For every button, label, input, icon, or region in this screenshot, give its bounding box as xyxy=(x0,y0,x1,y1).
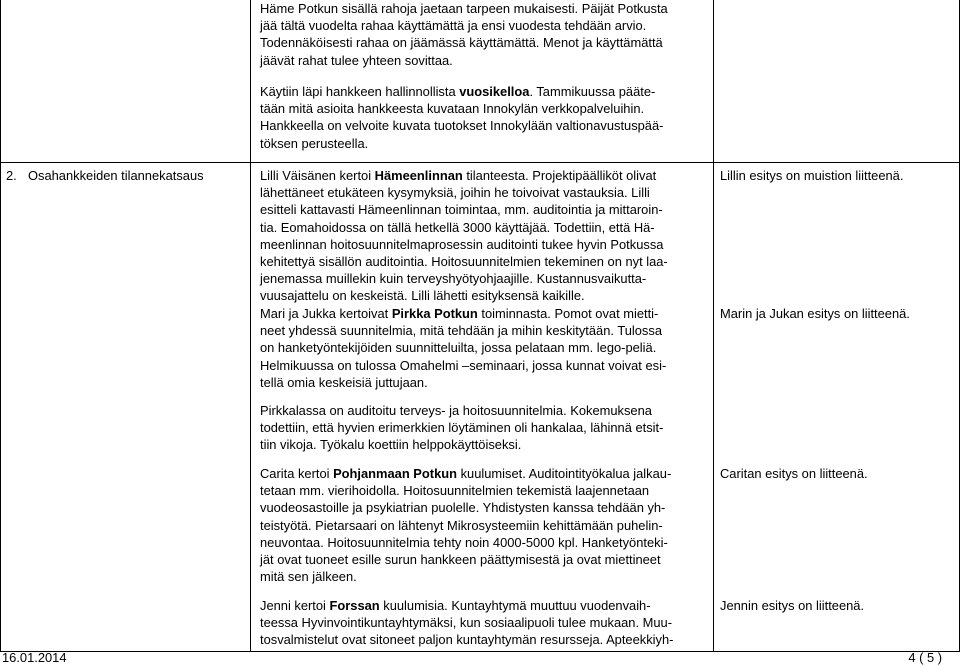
table-column-divider-1 xyxy=(250,0,251,652)
table-row-divider xyxy=(0,162,960,163)
paragraph-mari-jukka: Mari ja Jukka kertoivat Pirkka Potkun toiminnasta. Pomot ovat mietti- neet yhdessä suunnitelmia, mitä tehdään ja mihin keskitytään. Tulossa on hanketyöntekijöiden suunnitteluilta, jossa pelataan mm. lego-peliä. Helmikuussa on tulossa Omahelmi –seminaari, jossa kunnat voivat esi- tellä omia keskeisiä juttujaan. xyxy=(260,306,667,390)
paragraph-vuosikello: Käytiin läpi hankkeen hallinnollista vuosikelloa. Tammikuussa pääte- tään mitä asioita hankkeesta kuvataan Innokylän verkkopalveluihin. Hankkeella on velvoite kuvata tuotokset Innokylään valtionavustuspää- töksen perusteella. xyxy=(260,84,664,151)
footer-date: 16.01.2014 xyxy=(2,650,67,665)
table-column-divider-2 xyxy=(713,0,714,652)
note-lilli: Lillin esitys on muistion liitteenä. xyxy=(720,168,904,183)
note-mari-jukka: Marin ja Jukan esitys on liitteenä. xyxy=(720,306,910,321)
note-jenni: Jennin esitys on liitteenä. xyxy=(720,598,865,613)
paragraph-rahoitus: Häme Potkun sisällä rahoja jaetaan tarpeen mukaisesti. Päijät Potkusta jää tältä vuodelta rahaa käyttämättä ja ensi vuodesta tehdään arvio. Todennäköisesti rahaa on jäämässä käyttämättä. Menot ja käyttämättä jäävät rahat tulee yhteen sovittaa. xyxy=(260,1,668,68)
paragraph-pirkkala: Pirkkalassa on auditoitu terveys- ja hoitosuunnitelmia. Kokemuksena todettiin, että hyvien erimerkkien löytäminen oli hankalaa, lähinnä etsit- tiin vikoja. Työkalu koettiin helppokäyttöiseksi. xyxy=(260,403,664,453)
row-title: Osahankkeiden tilannekatsaus xyxy=(28,168,204,183)
note-carita: Caritan esitys on liitteenä. xyxy=(720,466,868,481)
row-number: 2. xyxy=(6,168,17,183)
footer-page-number: 4 ( 5 ) xyxy=(908,650,942,665)
table-bottom-border xyxy=(0,651,960,652)
table-border-left xyxy=(0,0,1,652)
paragraph-lilli: Lilli Väisänen kertoi Hämeenlinnan tilanteesta. Projektipäälliköt olivat lähettäneet etukäteen kysymyksiä, joihin he toivoivat vastauksia. Lilli esitteli kattavasti Hämeenlinnan toimintaa, mm. auditointia ja mittaroin- tia. Eomahoidossa on tällä hetkellä 3000 käyttäjää. Todettiin, että Hä- meenlinnan hoitosuunnitelmaprosessin auditointi tukee hyvin Potkussa kehitettyä sisällön auditointia. Hoitosuunnitelmien tekeminen on nyt laa- jenemassa muillekin kuin terveyshyötyohjaajille. Kustannusvaikutta- vuusajattelu on keskeistä. Lilli lähetti esityksensä kaikille. xyxy=(260,168,668,304)
paragraph-carita: Carita kertoi Pohjanmaan Potkun kuulumiset. Auditointityökalua jalkau- tetaan mm. vierihoidolla. Hoitosuunnitelmien tekemistä laajennetaan vuodeosastoille ja psykiatrian puolelle. Yhdistysten kanssa tehdään yh- teistyötä. Pietarsaari on lähtenyt Mikrosysteemiin kehittämään puhelin- neuvontaa. Hoitosuunnitelmia tehty noin 4000-5000 kpl. Hanketyönteki- jät ovat tuoneet esille surun hankkeen päättymisestä ja ovat miettineet mitä sen jälkeen. xyxy=(260,466,672,585)
paragraph-jenni: Jenni kertoi Forssan kuulumisia. Kuntayhtymä muuttuu vuodenvaih- teessa Hyvinvointikuntayhtymäksi, kun sosiaalipuoli tulee mukaan. Muu- tosvalmistelut ovat sitoneet paljon kuntayhtymän resursseja. Apteekkiyh- xyxy=(260,598,674,648)
